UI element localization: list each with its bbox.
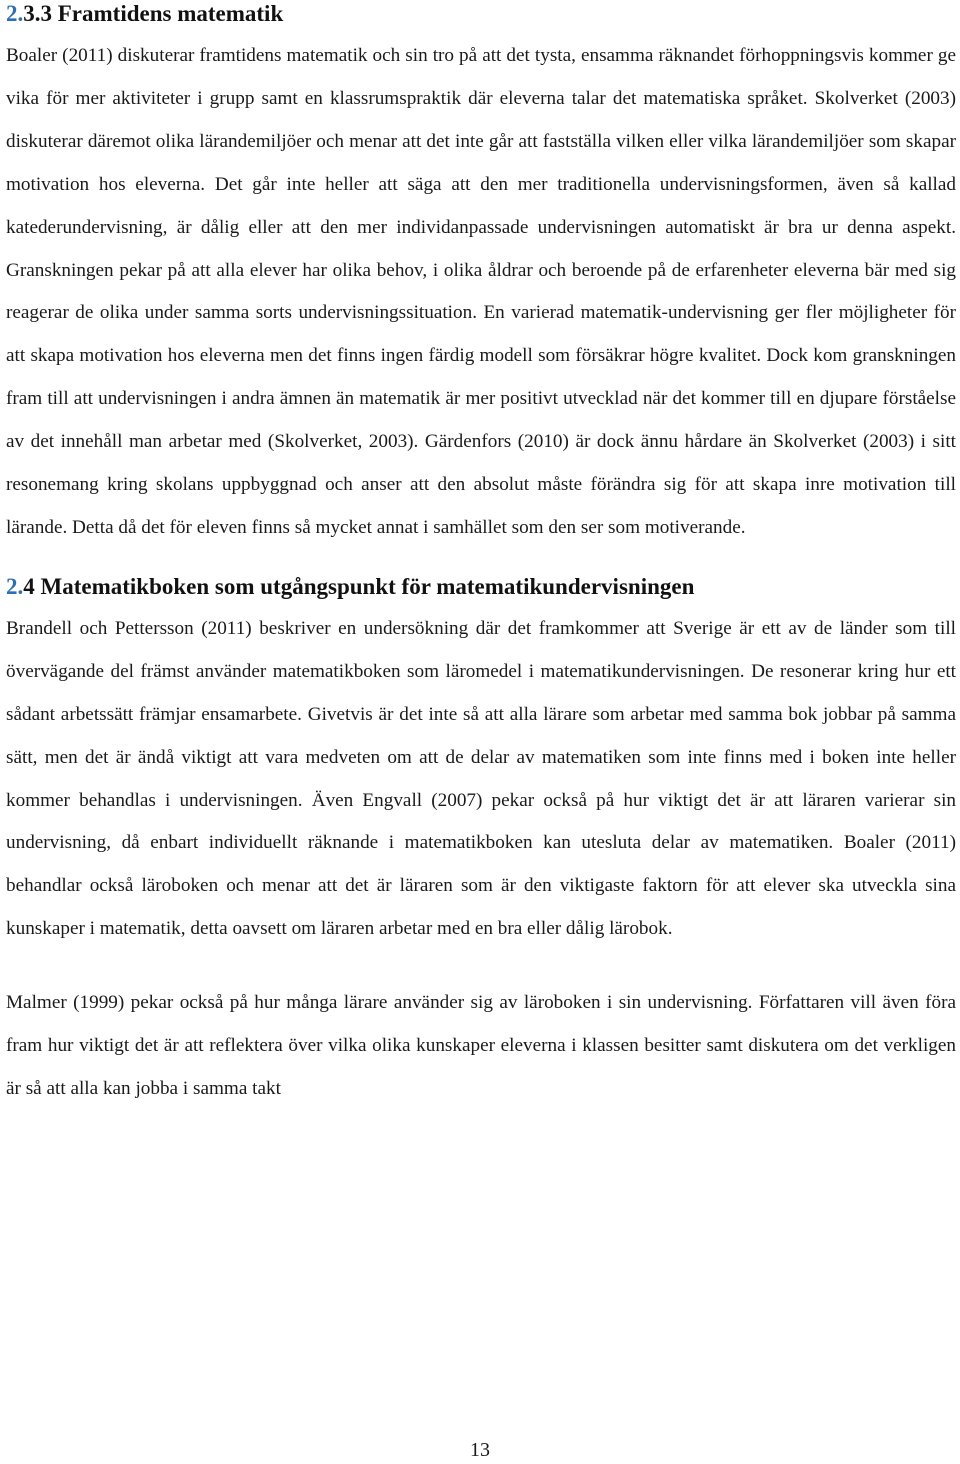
section-heading-2-3-3: [6, 0, 956, 28]
heading-number-accent: 2.: [6, 573, 24, 599]
heading-text: 4 Matematikboken som utgångspunkt för matematikundervisningen: [23, 573, 695, 599]
heading-number-accent: 2.: [6, 1, 24, 26]
paragraph-malmer: Malmer (1999) pekar också på hur många lärare använder sig av läroboken i sin undervisning. Författaren vill även föra fram hur viktigt det är att reflektera över vilka olika kunskaper eleverna i klassen besitter samt diskutera om det verkligen är så att alla kan jobba i samma takt: [6, 992, 956, 1099]
paragraph-matematikboken: Brandell och Pettersson (2011) beskriver en undersökning där det framkommer att Sverige är ett av de länder som till övervägande del främst använder matematikboken som läromedel i matematikundervisningen. De resonerar kring hur ett sådant arbetssätt främjar ensamarbete. Givetvis är det inte så att alla lärare som arbetar med samma bok jobbar på samma sätt, men det är ändå viktigt att vara medveten om att de delar av matematiken som inte finns med i boken inte heller kommer behandlas i undervisningen. Även Engvall (2007) pekar också på hur viktigt det är att läraren varierar sin undervisning, då enbart individuellt räknande i matematikboken kan utesluta delar av matematiken. Boaler (2011) behandlar också läroboken och menar att det är läraren som är den viktigaste faktorn för att elever ska utveckla sina kunskaper i matematik, detta oavsett om läraren arbetar med en bra eller dålig lärobok.: [6, 617, 956, 940]
heading-text: 3.3 Framtidens matematik: [23, 1, 284, 26]
page-number: 13: [470, 1439, 490, 1461]
paragraph-framtidens-matematik: Boaler (2011) diskuterar framtidens matematik och sin tro på att det tysta, ensamma räknandet förhoppningsvis kommer ge vika för mer aktiviteter i grupp samt en klassrumspraktik där eleverna talar det matematiska språket. Skolverket (2003) diskuterar däremot olika lärandemiljöer och menar att det inte går att fastställa vilken eller vilka lärandemiljöer som skapar motivation hos eleverna. Det går inte heller att säga att den mer traditionella undervisningsformen, även så kallad katederundervisning, är dålig eller att den mer individanpassade undervisningen automatiskt är bra ur denna aspekt. Granskningen pekar på att alla elever har olika behov, i olika åldrar och beroende på de erfarenheter eleverna bär med sig reagerar de olika under samma sorts undervisningssituation. En varierad matematik-undervisning ger fler möjligheter för att skapa motivation hos eleverna men det finns ingen färdig modell som försäkrar högre kvalitet. Dock kom granskningen fram till att undervisningen i andra ämnen än matematik är mer positivt utvecklad när det kommer till en djupare förståelse av det innehåll man arbetar med (Skolverket, 2003). Gärdenfors (2010) är dock ännu hårdare än Skolverket (2003) i sitt resonemang kring skolans uppbyggnad och anser att den absolut måste förändra sig för att skapa inre motivation till lärande. Detta då det för eleven finns så mycket annat i samhället som den ser som motiverande.: [6, 45, 956, 538]
document-page: [6, 0, 956, 1111]
section-heading-2-4: [6, 572, 956, 602]
